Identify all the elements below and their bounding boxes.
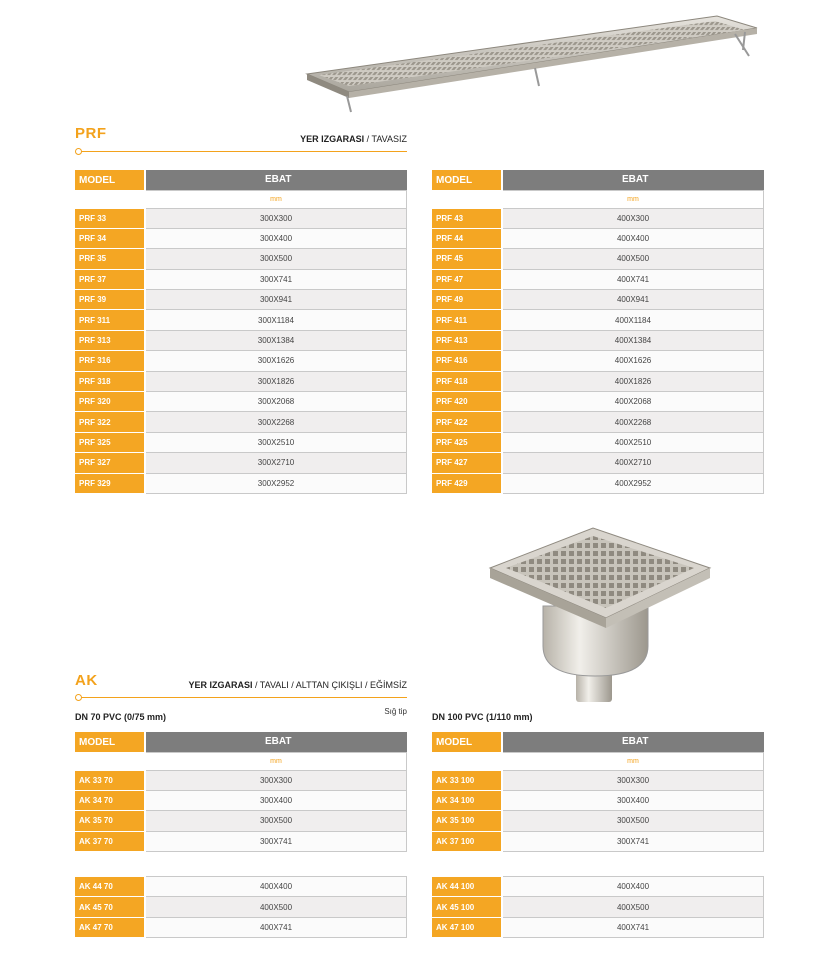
size-cell: 400X300 <box>502 208 764 228</box>
table-row <box>432 473 764 493</box>
unit-spacer <box>432 190 502 208</box>
table-row <box>432 412 764 432</box>
table-row <box>75 412 407 432</box>
prf-title-bold: YER IZGARASI <box>300 134 365 144</box>
table-row <box>75 228 407 248</box>
ak-note: Sığ tip <box>384 707 407 716</box>
model-cell: AK 44 70 <box>75 877 145 897</box>
table-row <box>75 351 407 371</box>
model-cell: AK 44 100 <box>432 877 502 897</box>
size-cell: 300X741 <box>145 831 407 851</box>
model-cell: AK 47 100 <box>432 917 502 937</box>
model-cell: PRF 34 <box>75 228 145 248</box>
model-cell: AK 45 70 <box>75 897 145 917</box>
model-cell: AK 37 70 <box>75 831 145 851</box>
column-header-model: MODEL <box>75 170 145 190</box>
table-row <box>432 310 764 330</box>
size-cell: 400X500 <box>502 249 764 269</box>
size-cell: 300X500 <box>145 249 407 269</box>
ak-title-bold: YER IZGARASI <box>188 680 253 690</box>
model-cell: PRF 318 <box>75 371 145 391</box>
table-row <box>75 208 407 228</box>
size-cell: 400X2268 <box>502 412 764 432</box>
model-cell: PRF 327 <box>75 453 145 473</box>
model-cell: PRF 420 <box>432 392 502 412</box>
size-cell: 300X500 <box>145 811 407 831</box>
size-cell: 400X741 <box>502 917 764 937</box>
model-cell: PRF 45 <box>432 249 502 269</box>
model-cell: PRF 33 <box>75 208 145 228</box>
model-cell: PRF 44 <box>432 228 502 248</box>
prf-title-rest: / TAVASIZ <box>364 134 407 144</box>
size-cell: 300X1184 <box>145 310 407 330</box>
size-cell: 300X741 <box>502 831 764 851</box>
model-cell: PRF 313 <box>75 330 145 350</box>
size-cell: 300X2710 <box>145 453 407 473</box>
size-cell: 300X2268 <box>145 412 407 432</box>
size-cell: 300X400 <box>145 228 407 248</box>
model-cell: PRF 425 <box>432 432 502 452</box>
table-row <box>75 770 407 790</box>
ak-rule <box>80 697 407 698</box>
linear-drain-image <box>305 12 765 122</box>
size-cell: 300X300 <box>145 208 407 228</box>
ak-dn70-label: DN 70 PVC (0/75 mm) <box>75 712 167 722</box>
unit-row <box>75 752 407 770</box>
model-cell: AK 34 70 <box>75 790 145 810</box>
table-row <box>75 371 407 391</box>
model-cell: AK 35 70 <box>75 811 145 831</box>
size-cell: 300X300 <box>502 770 764 790</box>
table-row <box>432 351 764 371</box>
size-cell: 400X1184 <box>502 310 764 330</box>
ak-table-dn100 <box>432 732 764 852</box>
ak-title-rest: / TAVALI / ALTTAN ÇIKIŞLI / EĞİMSİZ <box>252 680 407 690</box>
model-cell: AK 34 100 <box>432 790 502 810</box>
ak-table-dn70-400 <box>75 876 407 938</box>
size-cell: 400X1384 <box>502 330 764 350</box>
table-row <box>432 831 764 851</box>
model-cell: PRF 429 <box>432 473 502 493</box>
size-cell: 300X2952 <box>145 473 407 493</box>
table-row <box>432 453 764 473</box>
table-row <box>432 269 764 289</box>
table-row <box>75 831 407 851</box>
model-cell: PRF 39 <box>75 290 145 310</box>
column-header-size: EBAT <box>502 170 764 190</box>
ak-table-dn70 <box>75 732 407 852</box>
table-row <box>75 432 407 452</box>
size-cell: 400X741 <box>502 269 764 289</box>
table-row <box>75 917 407 937</box>
column-header-size: EBAT <box>502 732 764 752</box>
size-cell: 400X741 <box>145 917 407 937</box>
size-cell: 400X941 <box>502 290 764 310</box>
model-cell: AK 45 100 <box>432 897 502 917</box>
size-cell: 300X300 <box>145 770 407 790</box>
table-row <box>432 897 764 917</box>
model-cell: PRF 47 <box>432 269 502 289</box>
model-cell: PRF 49 <box>432 290 502 310</box>
model-cell: AK 33 70 <box>75 770 145 790</box>
table-row <box>75 290 407 310</box>
table-row <box>432 877 764 897</box>
column-header-model: MODEL <box>432 170 502 190</box>
table-row <box>75 392 407 412</box>
column-header-size: EBAT <box>145 170 407 190</box>
table-row <box>432 770 764 790</box>
size-cell: 300X400 <box>502 790 764 810</box>
size-cell: 300X400 <box>145 790 407 810</box>
table-row <box>75 269 407 289</box>
size-cell: 400X2710 <box>502 453 764 473</box>
model-cell: PRF 427 <box>432 453 502 473</box>
table-row <box>75 310 407 330</box>
size-cell: 400X2510 <box>502 432 764 452</box>
model-cell: PRF 35 <box>75 249 145 269</box>
table-row <box>432 330 764 350</box>
unit-spacer <box>75 190 145 208</box>
model-cell: PRF 37 <box>75 269 145 289</box>
unit-spacer <box>75 752 145 770</box>
table-row <box>75 330 407 350</box>
size-cell: 300X2510 <box>145 432 407 452</box>
ak-section-code: AK <box>75 672 98 689</box>
model-cell: PRF 411 <box>432 310 502 330</box>
size-cell: 400X400 <box>502 228 764 248</box>
prf-section-title <box>300 134 407 144</box>
prf-rule <box>80 151 407 152</box>
size-cell: 300X1826 <box>145 371 407 391</box>
prf-table-400 <box>432 170 764 494</box>
size-cell: 400X500 <box>145 897 407 917</box>
model-cell: PRF 320 <box>75 392 145 412</box>
model-cell: PRF 43 <box>432 208 502 228</box>
model-cell: PRF 316 <box>75 351 145 371</box>
table-row <box>432 249 764 269</box>
column-header-model: MODEL <box>75 732 145 752</box>
model-cell: PRF 413 <box>432 330 502 350</box>
unit-row <box>432 752 764 770</box>
model-cell: PRF 422 <box>432 412 502 432</box>
size-cell: 300X1384 <box>145 330 407 350</box>
table-row <box>75 811 407 831</box>
table-row <box>432 290 764 310</box>
table-row <box>432 392 764 412</box>
column-header-size: EBAT <box>145 732 407 752</box>
ak-dn100-label: DN 100 PVC (1/110 mm) <box>432 712 533 722</box>
table-row <box>432 371 764 391</box>
size-cell: 300X2068 <box>145 392 407 412</box>
unit-row <box>432 190 764 208</box>
model-cell: AK 47 70 <box>75 917 145 937</box>
model-cell: PRF 322 <box>75 412 145 432</box>
model-cell: AK 37 100 <box>432 831 502 851</box>
size-cell: 400X2068 <box>502 392 764 412</box>
column-header-model: MODEL <box>432 732 502 752</box>
unit-row <box>75 190 407 208</box>
table-row <box>75 877 407 897</box>
unit-label: mm <box>502 752 764 770</box>
size-cell: 400X1626 <box>502 351 764 371</box>
model-cell: PRF 329 <box>75 473 145 493</box>
unit-label: mm <box>145 752 407 770</box>
ak-section-title <box>188 680 407 690</box>
table-row <box>432 208 764 228</box>
model-cell: AK 33 100 <box>432 770 502 790</box>
table-row <box>432 917 764 937</box>
model-cell: AK 35 100 <box>432 811 502 831</box>
size-cell: 300X741 <box>145 269 407 289</box>
size-cell: 400X400 <box>145 877 407 897</box>
prf-table-300 <box>75 170 407 494</box>
size-cell: 400X2952 <box>502 473 764 493</box>
table-row <box>75 897 407 917</box>
size-cell: 400X400 <box>502 877 764 897</box>
model-cell: PRF 325 <box>75 432 145 452</box>
table-row <box>432 228 764 248</box>
unit-spacer <box>432 752 502 770</box>
floor-drain-image <box>488 526 713 708</box>
table-row <box>432 811 764 831</box>
prf-section-code: PRF <box>75 125 107 142</box>
model-cell: PRF 418 <box>432 371 502 391</box>
table-row <box>75 790 407 810</box>
table-row <box>75 249 407 269</box>
table-row <box>432 790 764 810</box>
model-cell: PRF 416 <box>432 351 502 371</box>
prf-rule-dot <box>75 148 82 155</box>
unit-label: mm <box>502 190 764 208</box>
ak-rule-dot <box>75 694 82 701</box>
size-cell: 400X500 <box>502 897 764 917</box>
size-cell: 300X941 <box>145 290 407 310</box>
table-row <box>75 473 407 493</box>
unit-label: mm <box>145 190 407 208</box>
model-cell: PRF 311 <box>75 310 145 330</box>
ak-table-dn100-400 <box>432 876 764 938</box>
table-row <box>75 453 407 473</box>
size-cell: 300X1626 <box>145 351 407 371</box>
table-row <box>432 432 764 452</box>
size-cell: 300X500 <box>502 811 764 831</box>
size-cell: 400X1826 <box>502 371 764 391</box>
